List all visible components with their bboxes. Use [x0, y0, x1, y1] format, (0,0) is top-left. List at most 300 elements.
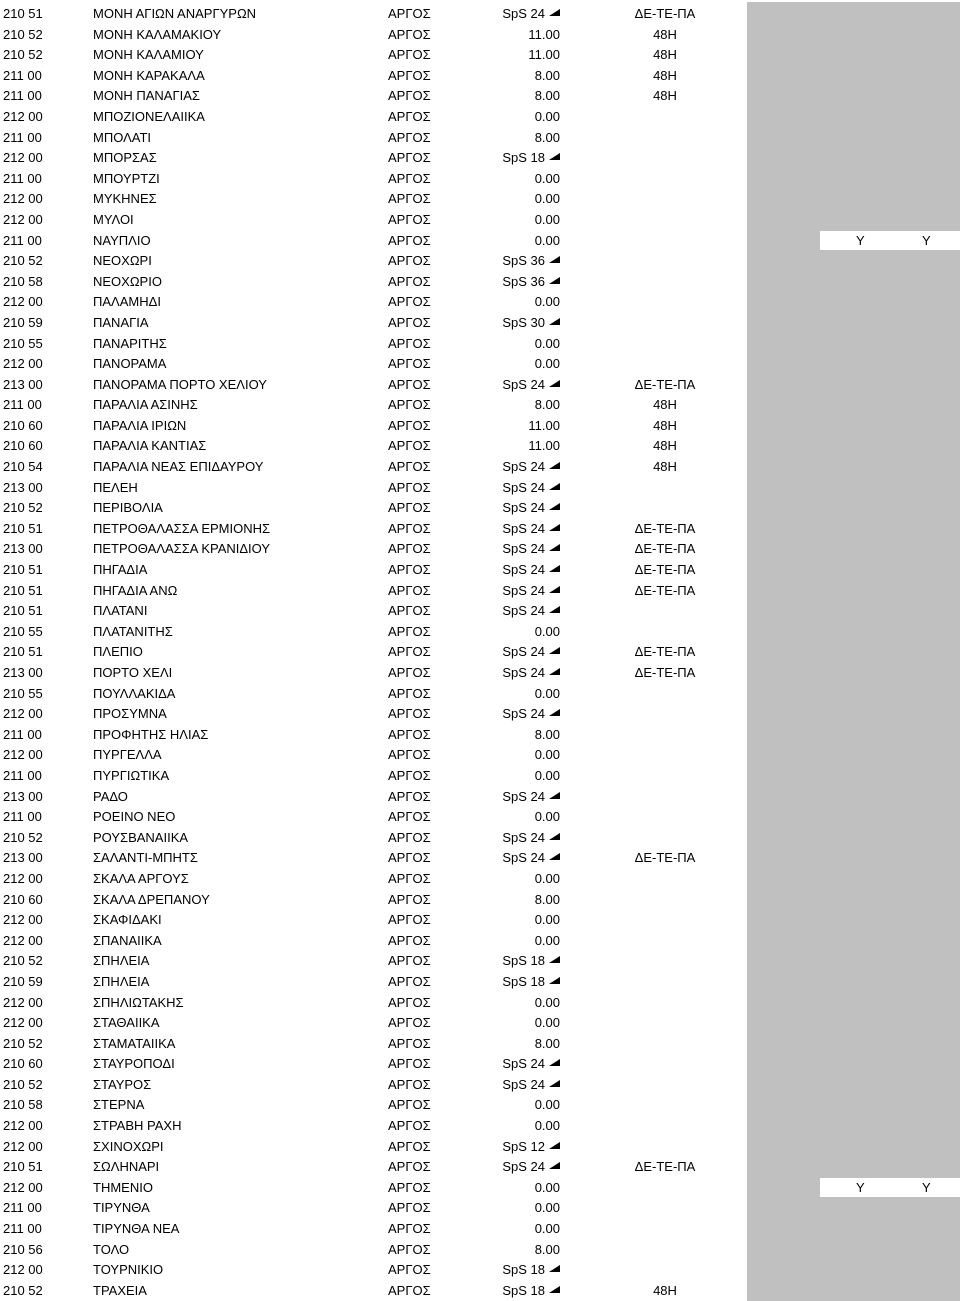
value-cell: [440, 560, 560, 581]
value-cell: [440, 375, 560, 396]
value-text: 0.00: [534, 294, 560, 310]
schedule-text: ΔΕ-ΤΕ-ΠΑ: [634, 644, 696, 660]
postal-code: 212 00: [3, 912, 43, 928]
value-cell: [440, 539, 560, 560]
locality-name: ΣΚΑΦΙΔΑΚΙ: [93, 912, 162, 928]
area-name: ΑΡΓΟΣ: [388, 953, 431, 969]
postal-code: 210 51: [3, 520, 43, 536]
area-name: ΑΡΓΟΣ: [388, 767, 431, 783]
triangle-icon: [549, 1286, 560, 1293]
locality-name: ΠΛΕΠΙΟ: [93, 644, 143, 660]
area-name: ΑΡΓΟΣ: [388, 1056, 431, 1072]
table-row: [0, 1054, 960, 1075]
value-cell: [440, 704, 560, 725]
locality-name: ΠΑΡΑΛΙΑ ΑΣΙΝΗΣ: [93, 397, 198, 413]
value-text: 8.00: [534, 397, 560, 413]
locality-name: ΤΙΡΥΝΘΑ: [93, 1200, 150, 1216]
locality-name: ΠΗΓΑΔΙΑ ΑΝΩ: [93, 582, 178, 598]
value-text: 8.00: [534, 1035, 560, 1051]
locality-name: ΜΟΝΗ ΠΑΝΑΓΙΑΣ: [93, 88, 200, 104]
postal-code: 210 55: [3, 623, 43, 639]
locality-name: ΣΑΛΑΝΤΙ-ΜΠΗΤΣ: [93, 850, 198, 866]
locality-name: ΤΟΥΡΝΙΚΙΟ: [93, 1262, 164, 1278]
value-text: 0.00: [534, 685, 560, 701]
value-cell: [440, 436, 560, 457]
table-row: [0, 25, 960, 46]
area-name: ΑΡΓΟΣ: [388, 211, 431, 227]
locality-name: ΠΥΡΓΕΛΛΑ: [93, 747, 162, 763]
schedule-text: ΔΕ-ΤΕ-ΠΑ: [634, 582, 696, 598]
area-name: ΑΡΓΟΣ: [388, 870, 431, 886]
value-cell: [440, 1157, 560, 1178]
value-cell: [440, 1178, 560, 1199]
table-row: [0, 622, 960, 643]
postal-code: 210 52: [3, 253, 43, 269]
postal-code: 211 00: [3, 232, 42, 248]
value-cell: [440, 684, 560, 705]
locality-name: ΣΤΕΡΝΑ: [93, 1097, 145, 1113]
table-row: [0, 1013, 960, 1034]
area-name: ΑΡΓΟΣ: [388, 129, 431, 145]
table-row: [0, 313, 960, 334]
locality-name: ΠΡΟΦΗΤΗΣ ΗΛΙΑΣ: [93, 726, 209, 742]
value-text: SpS 18: [502, 1262, 545, 1278]
table-row: [0, 519, 960, 540]
table-row: [0, 1198, 960, 1219]
area-name: ΑΡΓΟΣ: [388, 1076, 431, 1092]
table-row: [0, 1281, 960, 1301]
triangle-icon: [549, 153, 560, 160]
area-name: ΑΡΓΟΣ: [388, 314, 431, 330]
locality-name: ΠΕΤΡΟΘΑΛΑΣΣΑ ΚΡΑΝΙΔΙΟΥ: [93, 541, 271, 557]
postal-code: 210 52: [3, 1282, 43, 1298]
table-row: [0, 457, 960, 478]
value-text: SpS 18: [502, 1282, 545, 1298]
area-name: ΑΡΓΟΣ: [388, 541, 431, 557]
area-name: ΑΡΓΟΣ: [388, 232, 431, 248]
value-text: SpS 24: [502, 459, 545, 475]
locality-table: [0, 4, 960, 1301]
value-text: 0.00: [534, 994, 560, 1010]
value-text: 0.00: [534, 232, 560, 248]
locality-name: ΠΗΓΑΔΙΑ: [93, 562, 148, 578]
postal-code: 210 60: [3, 417, 43, 433]
locality-name: ΜΟΝΗ ΚΑΡΑΚΑΛΑ: [93, 67, 205, 83]
flag-y2: Y: [922, 232, 931, 248]
table-row: [0, 581, 960, 602]
locality-name: ΤΡΑΧΕΙΑ: [93, 1282, 147, 1298]
area-name: ΑΡΓΟΣ: [388, 685, 431, 701]
value-text: 8.00: [534, 726, 560, 742]
locality-name: ΣΤΡΑΒΗ ΡΑΧΗ: [93, 1118, 182, 1134]
table-row: [0, 251, 960, 272]
locality-name: ΠΟΡΤΟ ΧΕΛΙ: [93, 665, 173, 680]
table-row: [0, 4, 960, 25]
locality-name: ΣΠΗΛΕΙΑ: [93, 973, 150, 989]
area-name: ΑΡΓΟΣ: [388, 665, 431, 680]
value-text: 0.00: [534, 1221, 560, 1237]
value-cell: [440, 45, 560, 66]
value-text: SpS 24: [502, 850, 545, 866]
flag-y1: Y: [856, 1179, 865, 1195]
value-cell: [440, 395, 560, 416]
area-name: ΑΡΓΟΣ: [388, 932, 431, 948]
value-text: SpS 24: [502, 1056, 545, 1072]
value-text: SpS 24: [502, 829, 545, 845]
area-name: ΑΡΓΟΣ: [388, 170, 431, 186]
locality-name: ΣΤΑΜΑΤΑΙΙΚΑ: [93, 1035, 176, 1051]
area-name: ΑΡΓΟΣ: [388, 376, 431, 392]
value-cell: [440, 910, 560, 931]
table-row: [0, 993, 960, 1014]
area-name: ΑΡΓΟΣ: [388, 809, 431, 825]
table-row: [0, 828, 960, 849]
value-text: 0.00: [534, 623, 560, 639]
locality-name: ΜΠΟΡΣΑΣ: [93, 150, 157, 166]
locality-name: ΠΑΝΑΓΙΑ: [93, 314, 149, 330]
postal-code: 212 00: [3, 1262, 43, 1278]
locality-name: ΜΟΝΗ ΚΑΛΑΜΑΚΙΟΥ: [93, 26, 222, 42]
schedule-text: ΔΕ-ΤΕ-ΠΑ: [634, 1159, 696, 1175]
schedule-text: 48Η: [653, 438, 677, 454]
area-name: ΑΡΓΟΣ: [388, 1262, 431, 1278]
area-name: ΑΡΓΟΣ: [388, 479, 431, 495]
value-text: SpS 24: [502, 1076, 545, 1092]
postal-code: 211 00: [3, 397, 42, 413]
postal-code: 212 00: [3, 932, 43, 948]
area-name: ΑΡΓΟΣ: [388, 438, 431, 454]
value-text: 8.00: [534, 891, 560, 907]
area-name: ΑΡΓΟΣ: [388, 1241, 431, 1257]
postal-code: 210 52: [3, 1035, 43, 1051]
value-text: SpS 36: [502, 273, 545, 289]
area-name: ΑΡΓΟΣ: [388, 1179, 431, 1195]
postal-code: 213 00: [3, 788, 43, 804]
table-row: [0, 45, 960, 66]
postal-code: 210 60: [3, 1056, 43, 1072]
postal-code: 211 00: [3, 726, 42, 742]
locality-name: ΜΥΚΗΝΕΣ: [93, 191, 157, 207]
triangle-icon: [549, 647, 560, 654]
value-text: SpS 24: [502, 706, 545, 722]
area-name: ΑΡΓΟΣ: [388, 747, 431, 763]
triangle-icon: [549, 956, 560, 963]
area-name: ΑΡΓΟΣ: [388, 397, 431, 413]
table-row: [0, 498, 960, 519]
table-row: [0, 787, 960, 808]
locality-name: ΠΡΟΣΥΜΝΑ: [93, 706, 167, 722]
area-name: ΑΡΓΟΣ: [388, 6, 431, 21]
area-name: ΑΡΓΟΣ: [388, 1200, 431, 1216]
value-text: 0.00: [534, 809, 560, 825]
postal-code: 212 00: [3, 1118, 43, 1134]
locality-name: ΣΤΑΥΡΟΠΟΔΙ: [93, 1056, 175, 1072]
value-text: SpS 12: [502, 1138, 545, 1154]
triangle-icon: [549, 256, 560, 263]
locality-name: ΜΠΟΖΙΟΝΕΛΑΙΙΚΑ: [93, 108, 205, 124]
table-row: [0, 560, 960, 581]
triangle-icon: [549, 9, 560, 16]
triangle-icon: [549, 277, 560, 284]
triangle-icon: [549, 606, 560, 613]
value-cell: [440, 498, 560, 519]
locality-name: ΠΥΡΓΙΩΤΙΚΑ: [93, 767, 170, 783]
locality-name: ΡΑΔΟ: [93, 788, 128, 804]
schedule-text: ΔΕ-ΤΕ-ΠΑ: [634, 376, 696, 392]
area-name: ΑΡΓΟΣ: [388, 562, 431, 578]
schedule-text: 48Η: [653, 417, 677, 433]
postal-code: 211 00: [3, 129, 42, 145]
triangle-icon: [549, 524, 560, 531]
postal-code: 210 51: [3, 603, 43, 619]
postal-code: 213 00: [3, 376, 43, 392]
value-cell: [440, 210, 560, 231]
locality-name: ΠΛΑΤΑΝΙΤΗΣ: [93, 623, 173, 639]
value-cell: [440, 416, 560, 437]
table-row: [0, 1095, 960, 1116]
area-name: ΑΡΓΟΣ: [388, 88, 431, 104]
postal-code: 212 00: [3, 1015, 43, 1031]
table-row: [0, 601, 960, 622]
value-cell: [440, 622, 560, 643]
locality-name: ΤΗΜΕΝΙΟ: [93, 1179, 153, 1195]
value-cell: [440, 1095, 560, 1116]
locality-name: ΠΑΝΟΡΑΜΑ: [93, 356, 167, 372]
table-row: [0, 354, 960, 375]
triangle-icon: [549, 1162, 560, 1169]
triangle-icon: [549, 586, 560, 593]
triangle-icon: [549, 1265, 560, 1272]
value-text: 0.00: [534, 932, 560, 948]
value-text: 0.00: [534, 747, 560, 763]
table-row: [0, 231, 960, 252]
table-row: [0, 1219, 960, 1240]
area-name: ΑΡΓΟΣ: [388, 582, 431, 598]
value-text: 8.00: [534, 129, 560, 145]
flag-y2: Y: [922, 1179, 931, 1195]
locality-name: ΠΕΡΙΒΟΛΙΑ: [93, 500, 163, 516]
locality-name: ΜΠΟΛΑΤΙ: [93, 129, 152, 145]
table-row: [0, 66, 960, 87]
value-text: SpS 24: [502, 562, 545, 578]
area-name: ΑΡΓΟΣ: [388, 1138, 431, 1154]
postal-code: 212 00: [3, 294, 43, 310]
postal-code: 213 00: [3, 479, 43, 495]
postal-code: 210 58: [3, 1097, 43, 1113]
locality-name: ΝΕΟΧΩΡΙΟ: [93, 273, 162, 289]
value-text: 11.00: [528, 438, 560, 454]
value-text: SpS 24: [502, 665, 545, 680]
postal-code: 210 59: [3, 314, 43, 330]
postal-code: 212 00: [3, 191, 43, 207]
value-text: 0.00: [534, 870, 560, 886]
value-text: 0.00: [534, 1097, 560, 1113]
locality-name: ΣΩΛΗΝΑΡΙ: [93, 1159, 160, 1175]
table-row: [0, 272, 960, 293]
locality-name: ΠΑΝΑΡΙΤΗΣ: [93, 335, 167, 351]
triangle-icon: [549, 462, 560, 469]
postal-code: 210 52: [3, 47, 43, 63]
value-cell: [440, 725, 560, 746]
value-text: 0.00: [534, 1179, 560, 1195]
value-cell: [440, 1219, 560, 1240]
value-text: 0.00: [534, 191, 560, 207]
locality-name: ΠΑΛΑΜΗΔΙ: [93, 294, 161, 310]
triangle-icon: [549, 544, 560, 551]
postal-code: 210 55: [3, 335, 43, 351]
value-text: 0.00: [534, 170, 560, 186]
postal-code: 210 59: [3, 973, 43, 989]
value-text: SpS 24: [502, 644, 545, 660]
postal-code: 211 00: [3, 809, 42, 825]
schedule-text: 48Η: [653, 26, 677, 42]
area-name: ΑΡΓΟΣ: [388, 850, 431, 866]
table-row: [0, 890, 960, 911]
locality-name: ΣΠΑΝΑΙΙΚΑ: [93, 932, 162, 948]
area-name: ΑΡΓΟΣ: [388, 294, 431, 310]
area-name: ΑΡΓΟΣ: [388, 891, 431, 907]
value-cell: [440, 334, 560, 355]
value-text: 11.00: [528, 47, 560, 63]
value-text: 0.00: [534, 1200, 560, 1216]
triangle-icon: [549, 977, 560, 984]
value-text: 0.00: [534, 1015, 560, 1031]
locality-name: ΠΛΑΤΑΝΙ: [93, 603, 148, 619]
value-text: SpS 18: [502, 953, 545, 969]
schedule-text: 48Η: [653, 67, 677, 83]
value-text: 8.00: [534, 1241, 560, 1257]
table-row: [0, 128, 960, 149]
value-cell: [440, 766, 560, 787]
postal-code: 210 60: [3, 438, 43, 454]
table-row: [0, 766, 960, 787]
postal-code: 212 00: [3, 1138, 43, 1154]
value-cell: [440, 745, 560, 766]
postal-code: 212 00: [3, 356, 43, 372]
postal-code: 212 00: [3, 870, 43, 886]
area-name: ΑΡΓΟΣ: [388, 356, 431, 372]
locality-name: ΤΙΡΥΝΘΑ ΝΕΑ: [93, 1221, 180, 1237]
locality-name: ΜΟΝΗ ΚΑΛΑΜΙΟΥ: [93, 47, 204, 63]
area-name: ΑΡΓΟΣ: [388, 253, 431, 269]
value-cell: [440, 1137, 560, 1158]
locality-name: ΠΕΤΡΟΘΑΛΑΣΣΑ ΕΡΜΙΟΝΗΣ: [93, 520, 271, 536]
table-row: [0, 210, 960, 231]
value-cell: [440, 251, 560, 272]
table-row: [0, 725, 960, 746]
locality-name: ΠΕΛΕΗ: [93, 479, 138, 495]
locality-name: ΤΟΛΟ: [93, 1241, 130, 1257]
locality-name: ΝΕΟΧΩΡΙ: [93, 253, 152, 269]
value-cell: [440, 993, 560, 1014]
value-text: SpS 24: [502, 582, 545, 598]
postal-code: 212 00: [3, 1179, 43, 1195]
value-text: SpS 24: [502, 376, 545, 392]
postal-code: 211 00: [3, 1221, 42, 1237]
triangle-icon: [549, 792, 560, 799]
value-text: 0.00: [534, 1118, 560, 1134]
table-row: [0, 1260, 960, 1281]
table-row: [0, 148, 960, 169]
locality-name: ΣΠΗΛΙΩΤΑΚΗΣ: [93, 994, 184, 1010]
value-text: SpS 30: [502, 314, 545, 330]
table-row: [0, 189, 960, 210]
area-name: ΑΡΓΟΣ: [388, 417, 431, 433]
table-row: [0, 972, 960, 993]
value-text: 0.00: [534, 335, 560, 351]
area-name: ΑΡΓΟΣ: [388, 1282, 431, 1298]
area-name: ΑΡΓΟΣ: [388, 623, 431, 639]
value-cell: [440, 869, 560, 890]
value-text: 8.00: [534, 88, 560, 104]
triangle-icon: [549, 483, 560, 490]
table-row: [0, 848, 960, 869]
area-name: ΑΡΓΟΣ: [388, 1035, 431, 1051]
value-cell: [440, 86, 560, 107]
value-text: SpS 24: [502, 520, 545, 536]
locality-name: ΜΥΛΟΙ: [93, 211, 134, 227]
postal-code: 210 51: [3, 6, 43, 21]
table-row: [0, 869, 960, 890]
value-cell: [440, 25, 560, 46]
table-row: [0, 704, 960, 725]
area-name: ΑΡΓΟΣ: [388, 788, 431, 804]
postal-code: 210 52: [3, 953, 43, 969]
locality-name: ΣΤΑΘΑΙΙΚΑ: [93, 1015, 160, 1031]
value-cell: [440, 1054, 560, 1075]
area-name: ΑΡΓΟΣ: [388, 459, 431, 475]
value-cell: [440, 1034, 560, 1055]
value-text: SpS 18: [502, 973, 545, 989]
schedule-text: ΔΕ-ΤΕ-ΠΑ: [634, 562, 696, 578]
schedule-text: ΔΕ-ΤΕ-ΠΑ: [634, 850, 696, 866]
table-row: [0, 169, 960, 190]
table-row: [0, 107, 960, 128]
area-name: ΑΡΓΟΣ: [388, 726, 431, 742]
value-text: 0.00: [534, 108, 560, 124]
value-cell: [440, 848, 560, 869]
table-row: [0, 86, 960, 107]
schedule-text: 48Η: [653, 1282, 677, 1298]
triangle-icon: [549, 853, 560, 860]
value-text: SpS 24: [502, 541, 545, 557]
value-text: 0.00: [534, 211, 560, 227]
postal-code: 212 00: [3, 108, 43, 124]
locality-name: ΠΟΥΛΛΑΚΙΔΑ: [93, 685, 176, 701]
value-text: SpS 24: [502, 6, 545, 21]
area-name: ΑΡΓΟΣ: [388, 1159, 431, 1175]
table-row: [0, 1240, 960, 1261]
table-row: [0, 807, 960, 828]
value-cell: [440, 951, 560, 972]
table-row: [0, 292, 960, 313]
table-row: [0, 436, 960, 457]
value-cell: [440, 787, 560, 808]
locality-name: ΠΑΡΑΛΙΑ ΝΕΑΣ ΕΠΙΔΑΥΡΟΥ: [93, 459, 264, 475]
schedule-text: ΔΕ-ΤΕ-ΠΑ: [634, 6, 696, 21]
schedule-text: ΔΕ-ΤΕ-ΠΑ: [634, 520, 696, 536]
postal-code: 211 00: [3, 170, 42, 186]
table-row: [0, 1157, 960, 1178]
table-row: [0, 1075, 960, 1096]
value-text: SpS 24: [502, 603, 545, 619]
locality-name: ΡΟΕΙΝΟ ΝΕΟ: [93, 809, 176, 825]
postal-code: 211 00: [3, 88, 42, 104]
table-row: [0, 1034, 960, 1055]
table-row: [0, 375, 960, 396]
value-text: 11.00: [528, 26, 560, 42]
schedule-text: ΔΕ-ΤΕ-ΠΑ: [634, 541, 696, 557]
